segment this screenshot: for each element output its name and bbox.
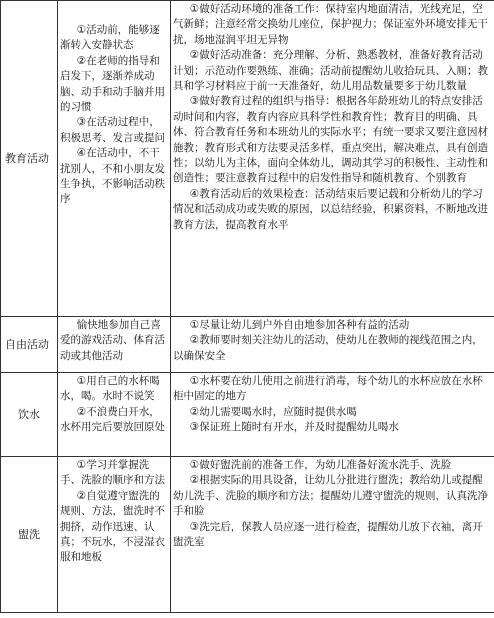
list-item: ②在老师的指导和启发下，逐渐养成动脑、动手和动手脑并用的习惯 <box>60 54 165 114</box>
row-category: 饮水 <box>1 373 58 457</box>
list-item: ①活动前，能够逐渐转入安静状态 <box>60 24 160 52</box>
list-item: ②根据实际的用具设备，让幼儿分批进行盥洗；教给幼儿或提醒幼儿洗手、洗脸的顺序和方法；提醒幼儿遵守盥洗的规则，认真洗净手和脸 <box>173 474 488 518</box>
list-item: ①做好盥洗前的准备工作，为幼儿准备好流水洗手、洗脸 <box>189 459 452 471</box>
row-category: 盥洗 <box>1 457 58 613</box>
list-item: ②教师要时刻关注幼儿的活动，使幼儿在教师的视线范围之内，以确保安全 <box>173 334 483 362</box>
list-item: ②做好活动准备：充分理解、分析、熟悉教材，准备好教育活动计划；示范动作要熟练、准确；活动前提醒幼儿收拾玩具、入厕；教具和学习材料应于前一天准备好，幼儿用品数量要多于幼儿数量 <box>173 49 488 93</box>
list-item: ②不浪费白开水，水杯用完后要放回原处 <box>60 405 165 434</box>
list-item: ③在活动过程中，积极思考、发言或提问 <box>60 116 165 144</box>
guidance-cell <box>171 457 494 613</box>
requirements-cell <box>58 317 171 373</box>
row-category: 自由活动 <box>1 317 58 373</box>
list-item: ②自觉遵守盥洗的规则、方法，盥洗时不拥挤，动作迅速、认真；不玩水，不浸湿衣服和地板 <box>60 489 165 564</box>
guidance-cell <box>171 1 494 317</box>
row-category: 教育活动 <box>1 1 58 317</box>
list-item: ①用自己的水杯喝水，喝。水时不说笑 <box>60 375 160 403</box>
list-item: ④教育活动后的效果检查：活动结束后要记载和分析幼儿的学习情况和活动成功或失败的原因，以总结经验，积累资料，不断地改进教育方法，提高教育水平 <box>173 187 488 231</box>
list-item: 愉快地参加自己喜爱的游戏活动、体育活动或其他活动 <box>60 319 165 362</box>
list-item: ③洗完后，保教人员应逐一进行检查，提醒幼儿放下衣袖，离开盥洗室 <box>173 520 483 549</box>
list-item: ③做好教育过程的组织与指导：根据各年龄班幼儿的特点安排活动时间和内容，教育内容应具科学性和教育性；教育目的明确、具体、符合教育任务和本班幼儿的实际水平；有统一要求又要注意因材施教；教育形式和方法要灵活多样，重点突出，解决难点，具有创造性；以幼儿为主体，面向全体幼儿，调动其学习的积极性、主动性和创造性；要注意教育过程中的启发性指导和随机教育、个别教育 <box>173 95 488 185</box>
list-item: ③保证班上随时有开水，并及时提醒幼儿喝水 <box>189 421 399 434</box>
table-row <box>1 457 494 613</box>
list-item: ①水杯要在幼儿使用之前进行消毒，每个幼儿的水杯应放在水杯柜中固定的地方 <box>173 375 483 403</box>
guidance-cell <box>171 373 494 457</box>
list-item: ①做好活动环境的准备工作：保持室内地面清洁，光线充足，空气新鲜；注意经常交换幼儿座位，保护视力；保证室外环境安排无干扰，场地湿润平坦无异物 <box>173 3 488 46</box>
table-row <box>1 317 494 373</box>
list-item: ①尽量让幼儿到户外自由地参加各种有益的活动 <box>189 319 410 331</box>
table-row <box>1 1 494 317</box>
table-row <box>1 373 494 457</box>
requirements-cell <box>58 1 171 317</box>
list-item: ②幼儿需要喝水时，应随时提供水喝 <box>189 405 357 418</box>
requirements-cell <box>58 457 171 613</box>
requirements-cell <box>58 373 171 457</box>
guidance-cell <box>171 317 494 373</box>
list-item: ①学习并掌握洗手、洗脸的顺序和方法 <box>60 459 165 487</box>
list-item: ④在活动中，不干扰别人，不和小朋友发生争执，不影响活动秩序 <box>60 147 165 206</box>
